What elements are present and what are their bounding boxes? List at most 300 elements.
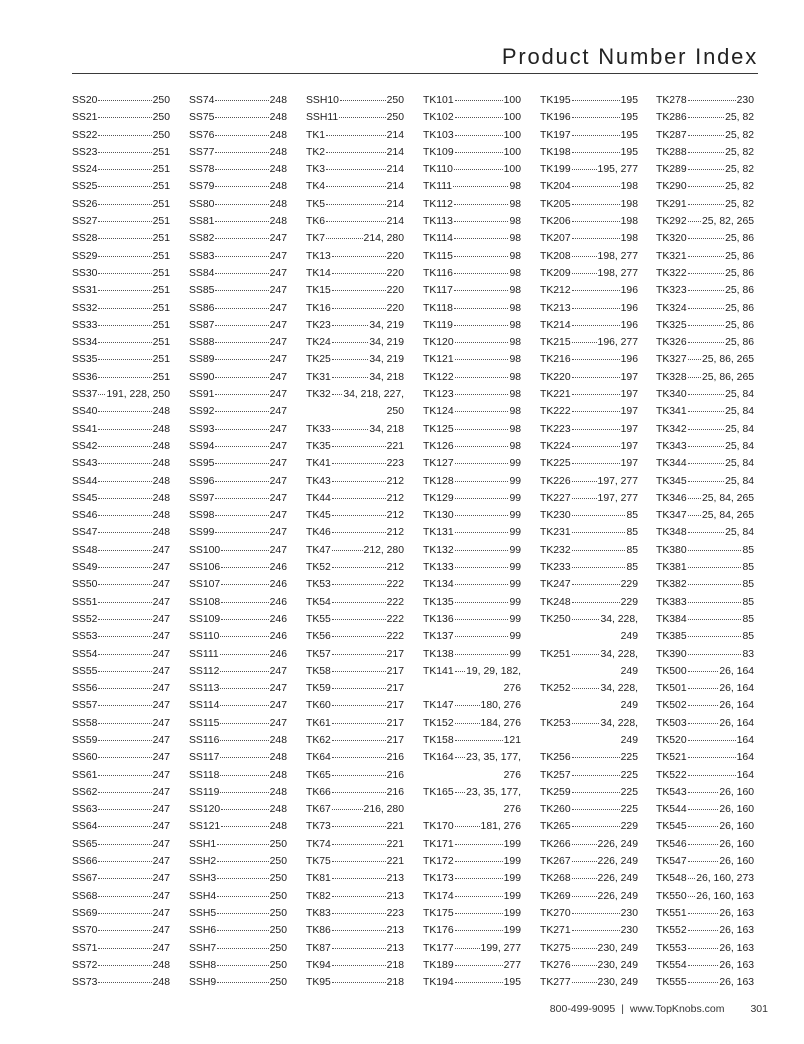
index-entry <box>540 594 638 611</box>
dot-leader <box>572 307 620 309</box>
page-reference: 98 <box>509 198 521 210</box>
page-reference: 248 <box>269 112 287 124</box>
dot-leader <box>215 514 268 516</box>
index-entry <box>72 386 170 403</box>
index-entry <box>540 455 638 472</box>
page-reference: 25, 84, 265 <box>702 492 754 504</box>
product-number: TK502 <box>656 700 687 712</box>
index-entry <box>306 818 404 835</box>
index-entry <box>656 957 754 974</box>
page-reference: 99 <box>509 631 521 643</box>
index-entry <box>306 507 404 524</box>
product-number: SS34 <box>72 337 98 349</box>
index-entry <box>656 594 754 611</box>
page-reference: 250 <box>269 873 287 885</box>
index-entry <box>72 801 170 818</box>
page-reference-continued: 249 <box>620 631 638 643</box>
product-number: TK198 <box>540 146 571 158</box>
dot-leader <box>332 929 386 931</box>
index-entry <box>540 507 638 524</box>
page-reference: 212 <box>386 510 404 522</box>
index-entry <box>656 317 754 334</box>
page-reference: 251 <box>152 285 170 297</box>
index-entry <box>72 576 170 593</box>
product-number: TK196 <box>540 112 571 124</box>
page-reference: 247 <box>152 665 170 677</box>
page-reference: 85 <box>742 596 754 608</box>
dot-leader <box>215 376 268 378</box>
product-number: TK117 <box>423 285 453 297</box>
product-number: TK230 <box>540 510 571 522</box>
page-reference: 248 <box>269 216 287 228</box>
product-number: SSH10 <box>306 95 339 106</box>
index-entry <box>423 524 521 541</box>
dot-leader <box>98 237 151 239</box>
page-reference: 248 <box>269 198 287 210</box>
dot-leader <box>572 912 620 914</box>
dot-leader <box>98 289 151 291</box>
product-number: TK175 <box>423 907 454 919</box>
page-reference: 247 <box>152 752 170 764</box>
index-entry <box>540 870 638 887</box>
product-number: TK121 <box>423 354 454 366</box>
dot-leader <box>215 462 268 464</box>
index-entry <box>423 473 521 490</box>
index-column-5 <box>540 92 638 991</box>
product-number: TK268 <box>540 873 571 885</box>
dot-leader <box>98 324 151 326</box>
dot-leader <box>98 134 151 136</box>
product-number: TK120 <box>423 337 454 349</box>
product-number: SS121 <box>189 821 221 833</box>
dot-leader <box>221 601 268 603</box>
dot-leader <box>688 947 719 949</box>
product-number: SS82 <box>189 233 215 245</box>
dot-leader <box>98 272 151 274</box>
page-reference: 195 <box>503 977 521 989</box>
index-entry <box>189 559 287 576</box>
page-reference: 248 <box>269 821 287 833</box>
dot-leader <box>332 307 386 309</box>
page-reference: 246 <box>269 648 287 660</box>
dot-leader <box>220 704 268 706</box>
page-reference: 23, 35, 177, <box>466 786 521 798</box>
page-reference: 98 <box>509 233 521 245</box>
index-entry <box>540 576 638 593</box>
product-number: SSH7 <box>189 942 217 954</box>
page-reference: 199 <box>503 890 521 902</box>
index-entry <box>423 196 521 213</box>
dot-leader <box>332 653 386 655</box>
page-reference: 247 <box>269 475 287 487</box>
product-number: TK500 <box>656 665 687 677</box>
dot-leader <box>455 843 503 845</box>
product-number: TK289 <box>656 164 687 176</box>
index-entry <box>306 646 404 663</box>
product-number: SS57 <box>72 700 98 712</box>
product-number: SS108 <box>189 596 221 608</box>
index-entry <box>306 161 404 178</box>
product-number: TK326 <box>656 337 687 349</box>
index-entry <box>72 611 170 628</box>
index-entry <box>306 421 404 438</box>
dot-leader <box>572 877 597 879</box>
page-reference: 247 <box>269 406 287 418</box>
index-entry <box>306 870 404 887</box>
dot-leader <box>217 964 269 966</box>
dot-leader <box>572 549 626 551</box>
product-number: TK6 <box>306 216 326 228</box>
page-reference: 198, 277 <box>597 267 638 279</box>
page-reference: 221 <box>386 838 404 850</box>
page-reference: 251 <box>152 164 170 176</box>
product-number: TK215 <box>540 337 571 349</box>
product-number: TK61 <box>306 717 331 729</box>
index-entry <box>656 801 754 818</box>
product-number: SS43 <box>72 458 98 470</box>
index-entry <box>540 646 638 663</box>
product-number: TK116 <box>423 267 453 279</box>
dot-leader <box>220 774 268 776</box>
product-number: SS100 <box>189 544 221 556</box>
page-reference: 247 <box>152 734 170 746</box>
page-reference: 248 <box>269 786 287 798</box>
product-number: TK226 <box>540 475 571 487</box>
dot-leader <box>688 445 724 447</box>
page-reference: 230 <box>736 95 754 106</box>
dot-leader <box>98 687 151 689</box>
page-reference: 248 <box>152 458 170 470</box>
product-number: SS21 <box>72 112 98 124</box>
product-number: SS31 <box>72 285 98 297</box>
dot-leader <box>340 99 386 101</box>
page-reference: 230, 249 <box>597 977 638 989</box>
dot-leader <box>572 358 620 360</box>
index-entry <box>189 317 287 334</box>
index-entry <box>306 230 404 247</box>
index-entry <box>540 317 638 334</box>
page-reference: 250 <box>152 95 170 106</box>
product-number: TK276 <box>540 959 571 971</box>
index-entry <box>656 300 754 317</box>
dot-leader <box>572 825 620 827</box>
dot-leader <box>572 514 626 516</box>
index-entry <box>540 905 638 922</box>
product-number: SS23 <box>72 146 98 158</box>
product-number: SS91 <box>189 389 215 401</box>
page-reference: 247 <box>269 233 287 245</box>
index-entry <box>540 213 638 230</box>
index-entry <box>306 853 404 870</box>
index-entry <box>189 646 287 663</box>
footer-phone: 800-499-9095 <box>549 1003 616 1015</box>
dot-leader <box>326 151 386 153</box>
product-number: SS112 <box>189 665 220 677</box>
index-entry <box>656 92 754 109</box>
index-entry <box>72 715 170 732</box>
index-entry <box>72 144 170 161</box>
index-entry <box>423 421 521 438</box>
page-reference: 247 <box>269 285 287 297</box>
index-column-4 <box>423 92 521 991</box>
dot-leader <box>688 981 719 983</box>
dot-leader <box>455 670 465 672</box>
product-number: TK43 <box>306 475 331 487</box>
page-reference: 212 <box>386 527 404 539</box>
page-reference: 222 <box>386 596 404 608</box>
product-number: SS29 <box>72 250 98 262</box>
page-reference: 25, 82 <box>725 181 754 193</box>
index-entry <box>423 611 521 628</box>
page-reference: 198 <box>620 198 638 210</box>
index-entry <box>306 144 404 161</box>
product-number: TK135 <box>423 596 454 608</box>
page-reference: 26, 160, 273 <box>696 873 754 885</box>
product-number: TK384 <box>656 613 687 625</box>
dot-leader <box>98 497 151 499</box>
index-entry <box>423 438 521 455</box>
index-entry <box>306 92 404 109</box>
page-reference: 213 <box>386 942 404 954</box>
page-reference: 25, 84 <box>725 406 754 418</box>
product-number: TK348 <box>656 527 687 539</box>
page-reference: 251 <box>152 146 170 158</box>
index-entry <box>423 646 521 663</box>
index-entry <box>189 576 287 593</box>
product-number: TK113 <box>423 216 453 228</box>
product-number: SSH4 <box>189 890 217 902</box>
product-number: TK253 <box>540 717 571 729</box>
product-number: TK292 <box>656 216 687 228</box>
page-reference: 248 <box>269 769 287 781</box>
page-reference: 214 <box>386 146 404 158</box>
product-number: TK23 <box>306 319 331 331</box>
page-reference: 247 <box>152 804 170 816</box>
index-entry <box>540 351 638 368</box>
page-reference: 222 <box>386 613 404 625</box>
dot-leader <box>572 203 620 205</box>
page-reference: 180, 276 <box>480 700 521 712</box>
page-reference: 248 <box>269 164 287 176</box>
page-reference: 248 <box>269 752 287 764</box>
product-number: TK172 <box>423 856 454 868</box>
dot-leader <box>455 358 509 360</box>
product-number: TK277 <box>540 977 571 989</box>
page-reference: 196 <box>620 302 638 314</box>
page-reference: 25, 84 <box>725 423 754 435</box>
page-reference: 198 <box>620 233 638 245</box>
dot-leader <box>332 808 363 810</box>
page-reference: 247 <box>152 631 170 643</box>
product-number: SS55 <box>72 665 98 677</box>
index-entry <box>72 282 170 299</box>
index-entry <box>189 957 287 974</box>
index-entry <box>423 507 521 524</box>
product-number: TK103 <box>423 129 454 141</box>
product-number: TK64 <box>306 752 331 764</box>
product-number: TK252 <box>540 683 571 695</box>
dot-leader <box>688 895 696 897</box>
page-reference: 34, 228, <box>600 683 638 695</box>
product-number: TK325 <box>656 319 687 331</box>
dot-leader <box>332 756 386 758</box>
index-entry <box>540 386 638 403</box>
index-entry <box>189 127 287 144</box>
page-reference: 247 <box>269 354 287 366</box>
product-number: SS68 <box>72 890 98 902</box>
index-entry <box>423 628 521 645</box>
product-number: TK16 <box>306 302 331 314</box>
dot-leader <box>454 289 509 291</box>
dot-leader <box>220 739 268 741</box>
dot-leader <box>98 601 151 603</box>
index-entry <box>656 646 754 663</box>
index-entry <box>72 230 170 247</box>
page-reference: 251 <box>152 267 170 279</box>
dot-leader <box>572 583 620 585</box>
page-reference: 217 <box>386 700 404 712</box>
index-entry <box>656 438 754 455</box>
page-reference: 248 <box>152 440 170 452</box>
product-number: SS93 <box>189 423 215 435</box>
page-reference: 220 <box>386 267 404 279</box>
page-reference: 250 <box>152 129 170 141</box>
index-entry <box>306 455 404 472</box>
dot-leader <box>572 964 597 966</box>
dot-leader <box>332 549 363 551</box>
dot-leader <box>332 255 386 257</box>
dot-leader <box>572 272 597 274</box>
index-entry <box>306 334 404 351</box>
page-reference: 85 <box>742 544 754 556</box>
dot-leader <box>98 670 151 672</box>
footer-website[interactable]: www.TopKnobs.com <box>629 1003 725 1015</box>
product-number: SS25 <box>72 181 98 193</box>
product-number: TK213 <box>540 302 571 314</box>
product-number: TK57 <box>306 648 331 660</box>
index-entry <box>306 974 404 991</box>
dot-leader <box>572 497 597 499</box>
dot-leader <box>688 428 724 430</box>
index-entry <box>540 611 638 628</box>
index-entry <box>72 351 170 368</box>
page-reference: 250 <box>269 977 287 989</box>
page-reference: 248 <box>269 129 287 141</box>
page-reference: 247 <box>269 389 287 401</box>
dot-leader <box>454 220 509 222</box>
product-number: SS74 <box>189 95 215 106</box>
page-title: Product Number Index <box>501 44 758 69</box>
product-number: TK132 <box>423 544 454 556</box>
index-entry <box>656 784 754 801</box>
dot-leader <box>215 185 268 187</box>
page-reference: 225 <box>620 786 638 798</box>
product-number: SS99 <box>189 527 215 539</box>
index-entry <box>72 749 170 766</box>
index-entry <box>72 109 170 126</box>
product-number: SS96 <box>189 475 215 487</box>
product-number: TK67 <box>306 804 331 816</box>
page-reference: 221 <box>386 440 404 452</box>
index-entry <box>72 628 170 645</box>
product-number: TK158 <box>423 734 454 746</box>
dot-leader <box>688 134 724 136</box>
product-number: SS79 <box>189 181 215 193</box>
page-reference: 250 <box>269 907 287 919</box>
index-entry <box>423 230 521 247</box>
product-number: TK53 <box>306 579 331 591</box>
page-reference: 25, 82 <box>725 112 754 124</box>
page-reference: 247 <box>269 458 287 470</box>
index-entry <box>423 369 521 386</box>
product-number: SS113 <box>189 683 220 695</box>
product-number: TK87 <box>306 942 331 954</box>
page-reference: 198, 277 <box>597 250 638 262</box>
dot-leader <box>332 514 386 516</box>
index-entry <box>423 784 521 801</box>
product-number: TK86 <box>306 925 331 937</box>
product-number: SS49 <box>72 562 98 574</box>
page-reference: 248 <box>152 406 170 418</box>
index-entry <box>306 594 404 611</box>
dot-leader <box>98 618 151 620</box>
page-reference: 26, 163 <box>719 942 754 954</box>
index-entry <box>423 732 521 749</box>
dot-leader <box>98 912 151 914</box>
index-entry <box>306 922 404 939</box>
dot-leader <box>98 445 151 447</box>
product-number: TK223 <box>540 423 571 435</box>
product-number: TK141 <box>423 665 454 677</box>
index-entry <box>423 749 521 766</box>
index-entry <box>656 403 754 420</box>
page-reference: 199 <box>503 873 521 885</box>
index-entry <box>306 196 404 213</box>
product-number: TK74 <box>306 838 331 850</box>
product-number: TK124 <box>423 406 454 418</box>
dot-leader <box>688 99 736 101</box>
dot-leader <box>215 168 268 170</box>
product-number: TK194 <box>423 977 454 989</box>
product-number: TK340 <box>656 389 687 401</box>
product-number: TK101 <box>423 95 454 106</box>
dot-leader <box>688 341 724 343</box>
index-entry <box>306 213 404 230</box>
product-number: TK270 <box>540 907 571 919</box>
product-index <box>72 92 760 989</box>
page-reference: 98 <box>509 406 521 418</box>
dot-leader <box>688 480 724 482</box>
product-number: SS59 <box>72 734 98 746</box>
dot-leader <box>454 168 503 170</box>
product-number: SS40 <box>72 406 98 418</box>
dot-leader <box>332 358 368 360</box>
page-reference: 247 <box>269 267 287 279</box>
index-column-1 <box>72 92 170 991</box>
page-reference: 251 <box>152 319 170 331</box>
dot-leader <box>572 981 597 983</box>
index-entry <box>540 248 638 265</box>
dot-leader <box>572 289 620 291</box>
page-reference: 26, 163 <box>719 977 754 989</box>
index-entry <box>72 767 170 784</box>
product-number: TK13 <box>306 250 331 262</box>
page-reference: 248 <box>152 959 170 971</box>
index-column-3 <box>306 92 404 991</box>
index-entry <box>189 473 287 490</box>
page-reference: 25, 86 <box>725 285 754 297</box>
product-number: SS86 <box>189 302 215 314</box>
